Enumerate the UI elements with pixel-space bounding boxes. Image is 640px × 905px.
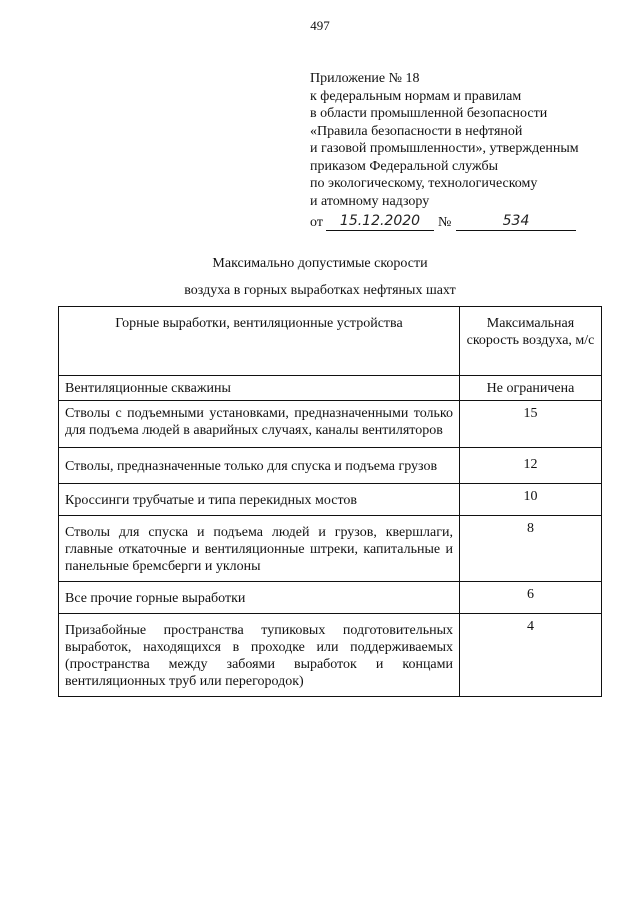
table-row [59,484,602,516]
row-name: Стволы с подъемными установками, предназначенными только для подъема людей в аварийных случаях, каналы вентиляторов [59,401,460,448]
header-workings: Горные выработки, вентиляционные устройства [59,307,460,376]
row-name: Вентиляционные скважины [59,376,460,401]
annex-line: к федеральным нормам и правилам [310,88,522,104]
row-value: 8 [460,516,602,582]
row-value: Не ограничена [460,376,602,401]
row-name: Кроссинги трубчатые и типа перекидных мостов [59,484,460,516]
row-name: Стволы, предназначенные только для спуска и подъема грузов [59,448,460,484]
row-value: 4 [460,614,602,697]
table-row [59,516,602,582]
annex-line: и атомному надзору [310,193,430,209]
annex-line: Приложение № 18 [310,71,420,86]
date-label: от [310,214,323,230]
table-row [59,614,602,697]
air-velocity-table [58,306,602,697]
annex-header [310,70,610,231]
document-title-line-2: воздуха в горных выработках нефтяных шахт [184,283,456,298]
table-row [59,448,602,484]
table-row [59,376,602,401]
row-name: Призабойные пространства тупиковых подготовительных выработок, находящихся в проходке или поддерживаемых (пространства между забоями выработок и концами вентиляционных труб или перегородок) [59,614,460,697]
annex-line: по экологическому, технологическому [310,176,538,191]
page-number: 497 [310,18,330,33]
row-value: 10 [460,484,602,516]
row-value: 12 [460,448,602,484]
number-label: № [438,214,452,230]
order-date: 15.12.2020 [326,212,434,231]
row-value: 6 [460,582,602,614]
order-number: 534 [456,212,576,231]
table-header-row [59,307,602,376]
annex-line: в области промышленной безопасности [310,106,548,121]
row-value: 15 [460,401,602,448]
document-title-line-1: Максимально допустимые скорости [212,256,428,271]
annex-line: приказом Федеральной службы [310,158,498,174]
table-row [59,582,602,614]
header-max-speed: Максимальная скорость воздуха, м/с [460,307,602,376]
row-name: Стволы для спуска и подъема людей и грузов, квершлаги, главные откаточные и вентиляционные штреки, капитальные и панельные бремсберги и уклоны [59,516,460,582]
annex-line: «Правила безопасности в нефтяной [310,123,523,139]
table-row [59,401,602,448]
annex-line: и газовой промышленности», утвержденным [310,141,579,156]
row-name: Все прочие горные выработки [59,582,460,614]
order-date-number-line [310,211,610,231]
